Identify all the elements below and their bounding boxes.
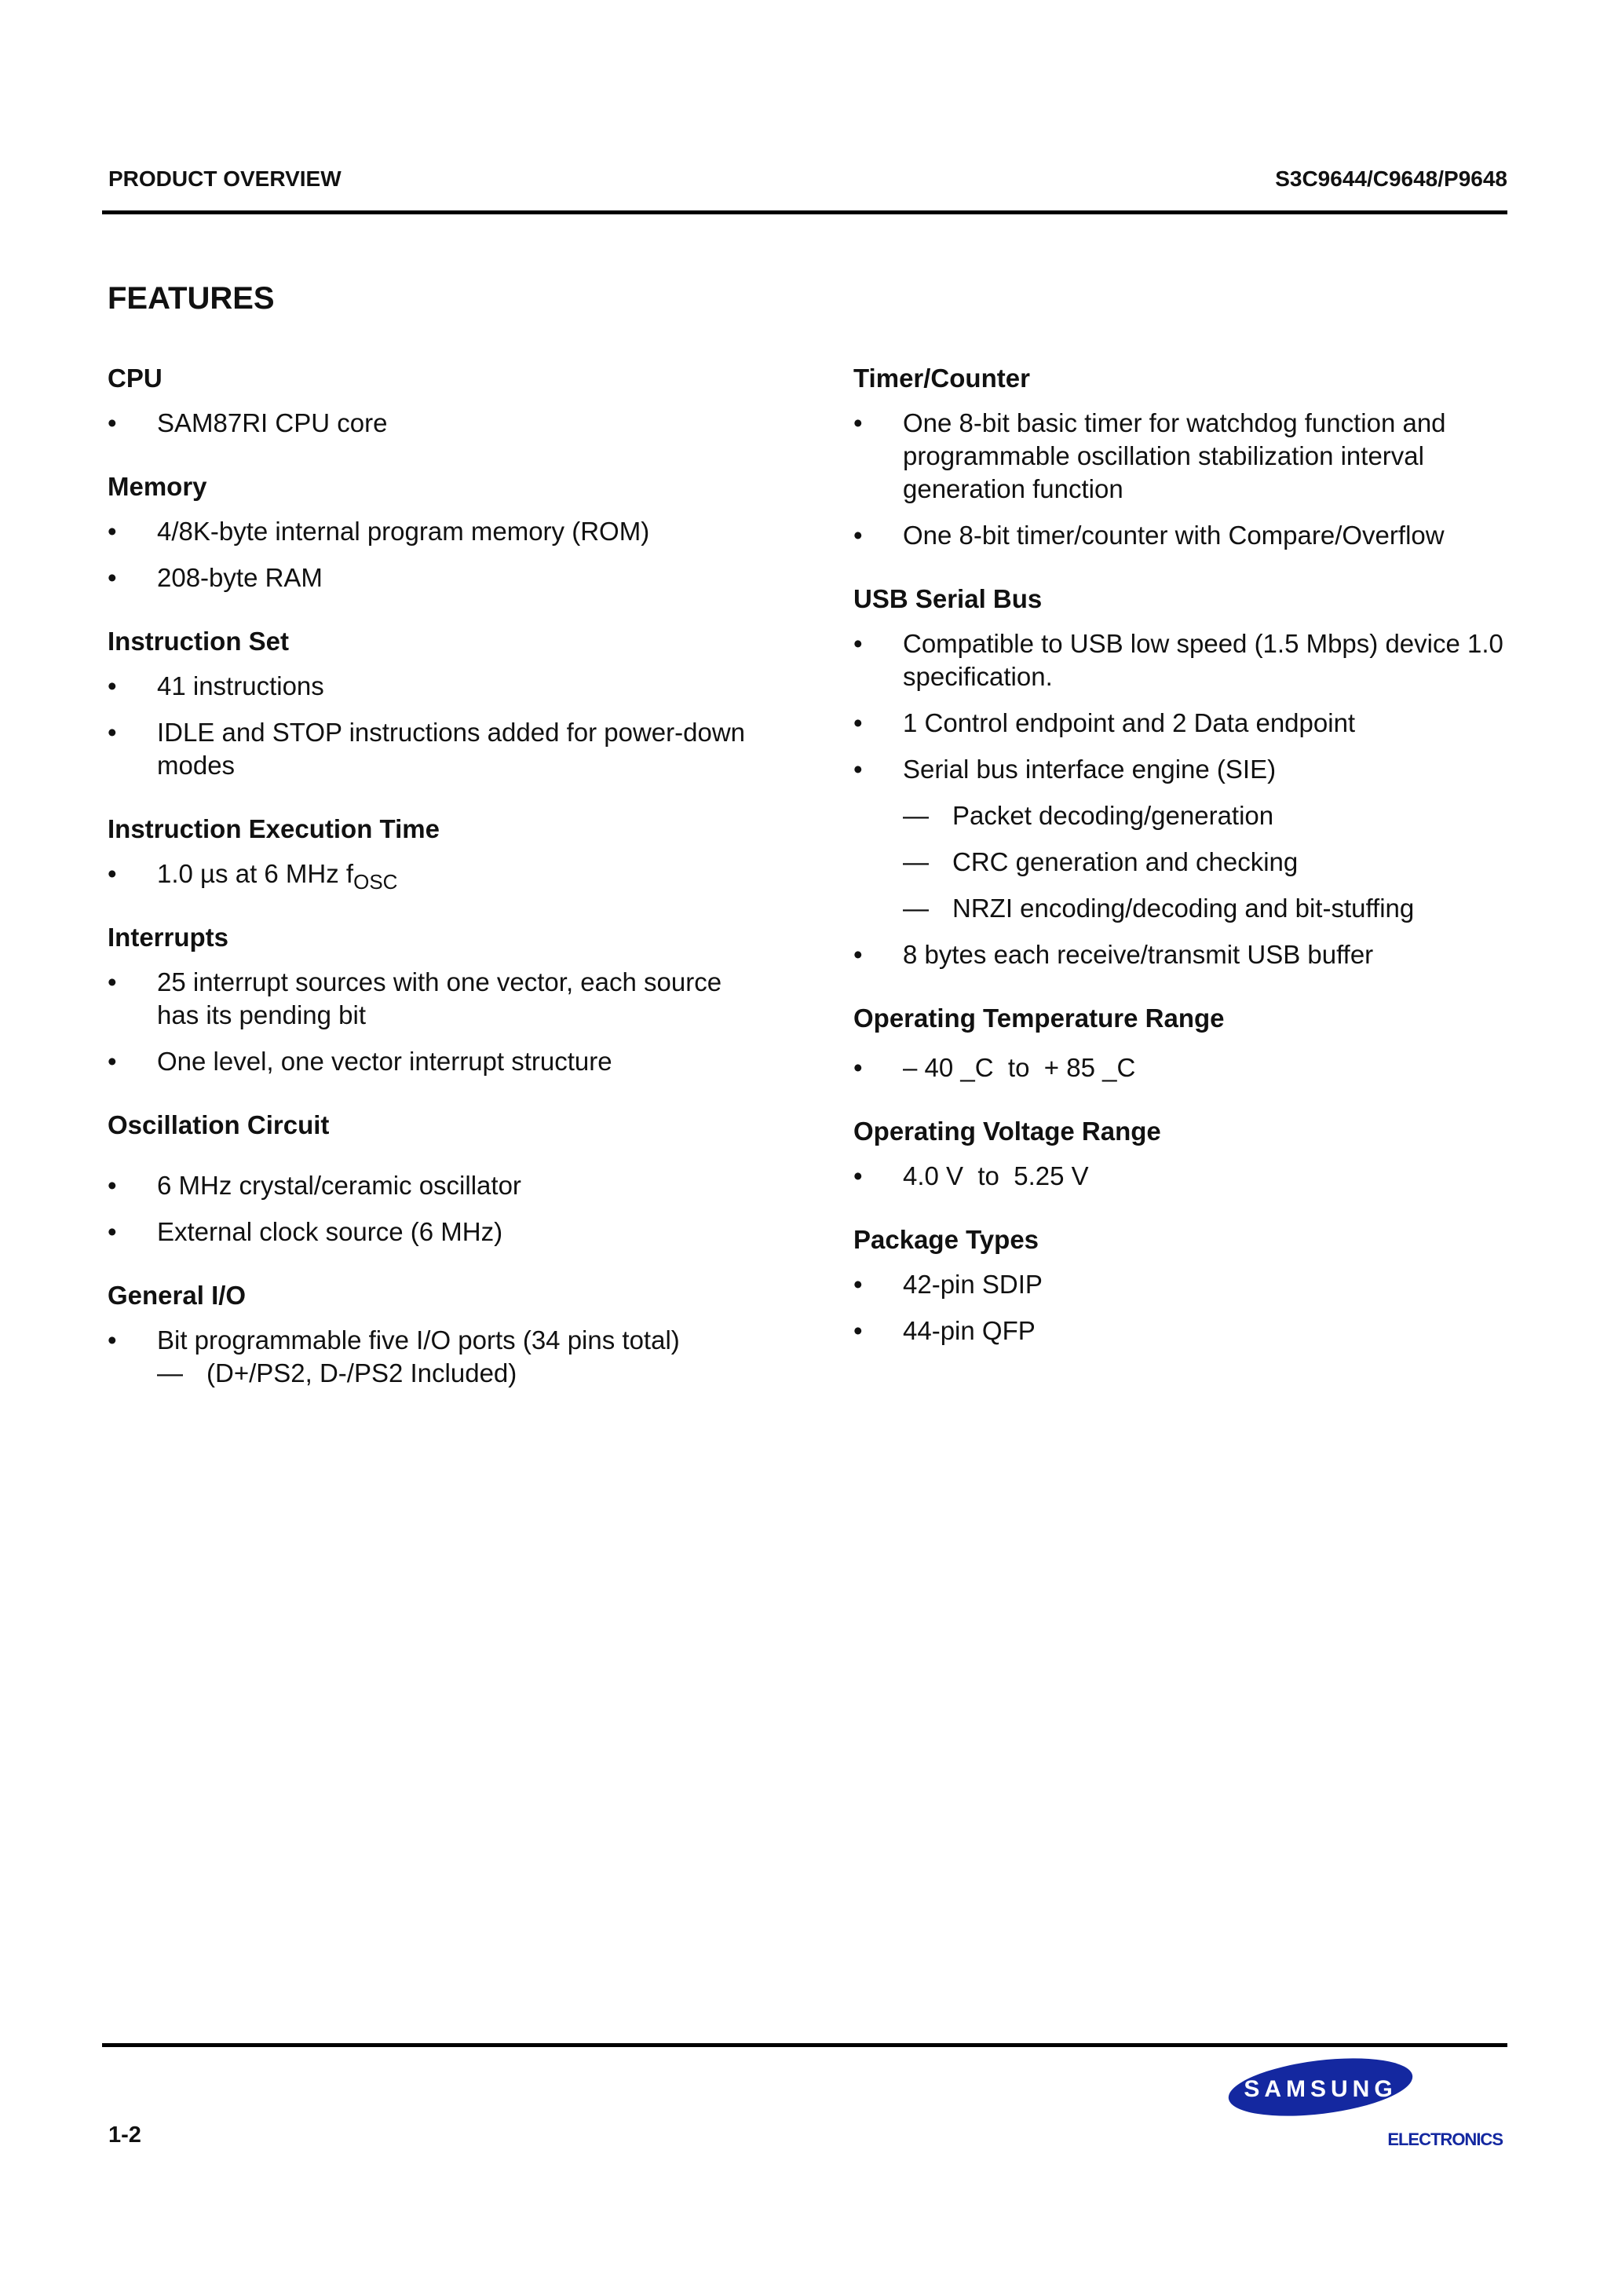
bullet: • [108,408,117,437]
page-number: 1-2 [108,2122,141,2148]
section-heading: USB Serial Bus [853,584,1043,613]
bullet: • [853,521,863,550]
list-item [108,670,814,703]
item-text: 42-pin SDIP [903,1270,1043,1299]
item-text: 4/8K-byte internal program memory (ROM) [157,517,650,546]
item-text: Bit programmable five I/O ports (34 pins total) [157,1325,680,1355]
item-text: 1 Control endpoint and 2 Data endpoint [903,708,1356,737]
footer-rule [102,2043,1507,2047]
list-item [853,753,1560,786]
item-text: External clock source (6 MHz) [157,1217,503,1246]
list-item [853,627,1531,693]
list-item [108,716,801,782]
logo-sub-text: ELECTRONICS [1387,2130,1503,2149]
subscript-osc: OSC [353,870,398,894]
item-text: 44-pin QFP [903,1316,1036,1345]
temperature-section [853,1001,1560,1084]
cpu-section [108,361,814,440]
list-item [108,561,814,594]
list-item [108,1324,814,1357]
bullet: • [108,1325,117,1355]
bullet: • [108,859,117,888]
bullet: • [853,755,863,784]
list-item [853,1160,1560,1193]
item-text: One level, one vector interrupt structure [157,1047,612,1076]
item-text: (D+/PS2, D-/PS2 Included) [206,1358,517,1387]
bullet: • [853,1270,863,1299]
item-text: 8 bytes each receive/transmit USB buffer [903,940,1374,969]
section-heading: Oscillation Circuit [108,1110,330,1139]
bullet: • [108,967,117,996]
section-heading: General I/O [108,1281,247,1310]
item-text: One 8-bit timer/counter with Compare/Overflow [903,521,1445,550]
section-heading: Package Types [853,1225,1039,1254]
memory-section [108,470,814,594]
list-item [853,1314,1560,1347]
page-title: FEATURES [108,281,275,316]
general-io-section [108,1278,814,1390]
list-item [853,707,1560,740]
item-text: 4.0 V to 5.25 V [903,1161,1089,1190]
bullet: • [108,671,117,700]
header-part-number: S3C9644/C9648/P9648 [1275,166,1507,191]
bullet: • [108,563,117,592]
sub-item [853,799,1560,832]
dash: — [903,894,929,923]
dash: — [903,801,929,830]
item-text: 41 instructions [157,671,324,700]
list-item [108,1216,814,1249]
item-text: One 8-bit basic timer for watchdog function and programmable oscillation stabilization interval generation function [903,408,1446,503]
bullet: • [108,1047,117,1076]
package-section [853,1223,1560,1347]
list-item [853,938,1560,971]
item-text: NRZI encoding/decoding and bit-stuffing [952,894,1415,923]
list-item [108,515,814,548]
logo-brand-text: SAMSUNG [1244,2076,1397,2102]
header-rule [102,210,1507,214]
section-heading: Timer/Counter [853,364,1030,393]
section-heading: CPU [108,364,163,393]
bullet: • [853,1161,863,1190]
list-item [853,1268,1560,1301]
interrupts-section [108,920,814,1078]
bullet: • [853,1316,863,1345]
bullet: • [108,1171,117,1200]
right-column [853,361,1560,1377]
bullet: • [853,940,863,969]
list-item [108,407,814,440]
list-item [853,1051,1560,1084]
dash: — [903,847,929,876]
voltage-section [853,1114,1560,1193]
sub-item [853,892,1560,925]
bullet: • [108,718,117,747]
left-column [108,361,814,1420]
sub-item [853,846,1560,879]
item-text: SAM87RI CPU core [157,408,388,437]
timer-section [853,361,1560,552]
bullet: • [853,708,863,737]
section-heading: Operating Voltage Range [853,1117,1161,1146]
bullet: • [853,629,863,658]
sub-item [108,1357,814,1390]
header-section-title: PRODUCT OVERVIEW [108,166,342,191]
item-text: 6 MHz crystal/ceramic oscillator [157,1171,521,1200]
section-heading: Interrupts [108,923,229,952]
section-heading: Instruction Set [108,627,290,656]
item-text: IDLE and STOP instructions added for power-down modes [157,718,746,780]
list-item [108,966,769,1032]
instruction-set-section [108,624,814,782]
bullet: • [108,1217,117,1246]
section-heading: Memory [108,472,207,501]
item-text: CRC generation and checking [952,847,1299,876]
item-text: 1.0 µs at 6 MHz f [157,859,354,888]
usb-section [853,582,1560,971]
bullet: • [108,517,117,546]
item-text: 208-byte RAM [157,563,323,592]
list-item [108,1045,814,1078]
item-text: – 40 _C to + 85 _C [903,1053,1136,1082]
list-item [853,407,1523,506]
bullet: • [853,1053,863,1082]
list-item [853,519,1560,552]
item-text: Compatible to USB low speed (1.5 Mbps) device 1.0 specification. [903,629,1503,691]
list-item [108,857,814,894]
item-text: Packet decoding/generation [952,801,1274,830]
item-text: Serial bus interface engine (SIE) [903,755,1277,784]
dash: — [157,1358,183,1387]
oscillation-section [108,1108,814,1249]
samsung-logo [1226,2056,1509,2150]
section-heading: Instruction Execution Time [108,814,440,843]
instruction-execution-section [108,812,814,894]
section-heading: Operating Temperature Range [853,1004,1225,1033]
list-item [108,1169,814,1202]
item-text: 25 interrupt sources with one vector, each source has its pending bit [157,967,722,1029]
bullet: • [853,408,863,437]
